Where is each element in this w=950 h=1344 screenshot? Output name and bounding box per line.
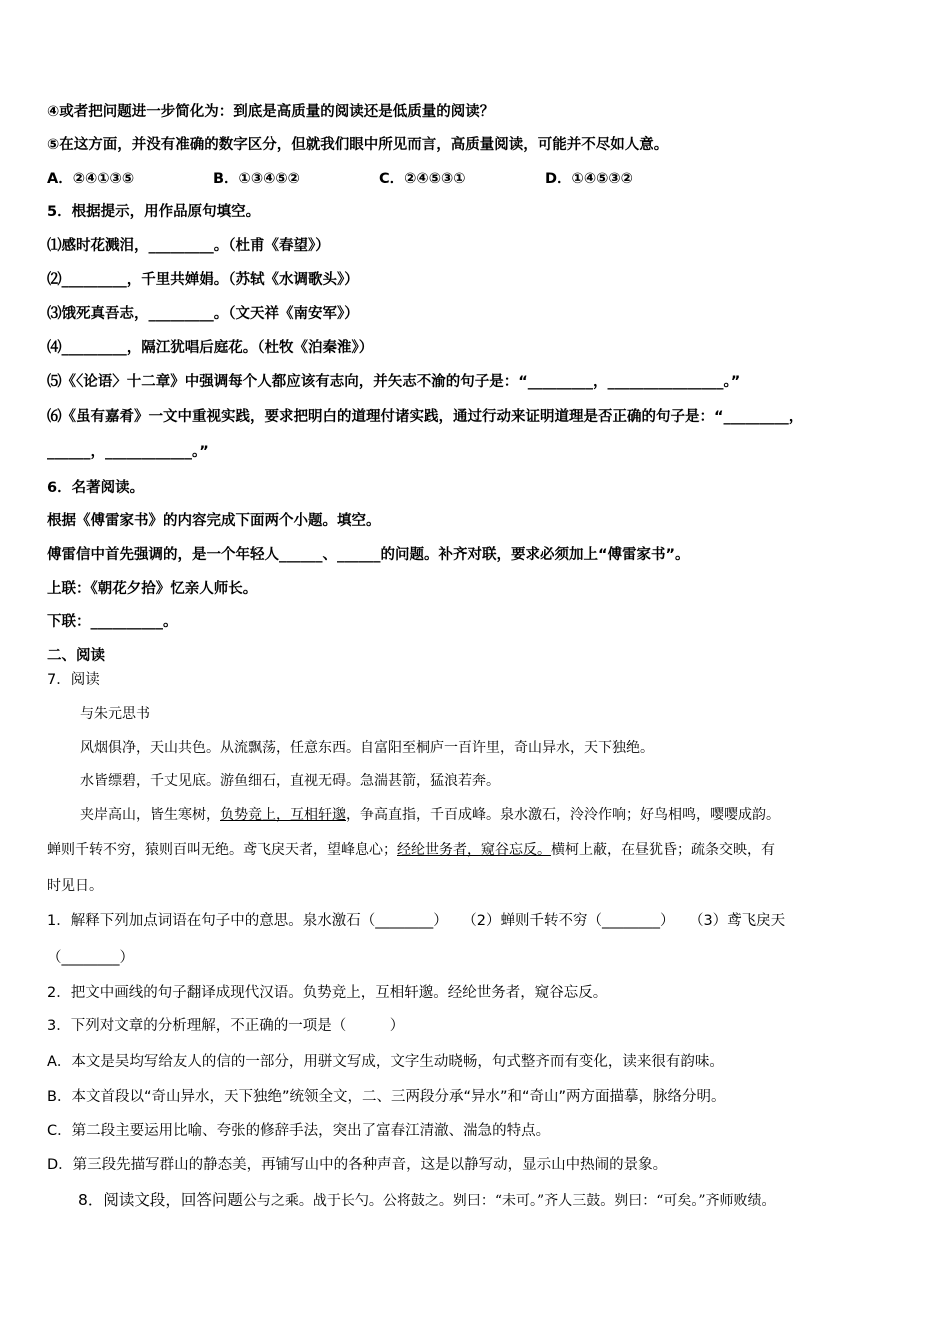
- passage-paragraph-cont: [47, 840, 775, 860]
- option-c: C．②④⑤③①: [379, 171, 466, 187]
- q5-item: ⑹《虽有嘉肴》一文中重视实践，要求把明白的道理付诸实践，通过行动来证明道理是否正确的句子是：“_________，: [47, 409, 804, 425]
- option-d: D．①④⑤③②: [545, 171, 633, 187]
- q8: [78, 1190, 776, 1211]
- q6-line: 下联：__________。: [47, 614, 178, 630]
- passage-paragraph: 水皆缥碧，千丈见底。游鱼细石，直视无碍。急湍甚箭，猛浪若奔。: [80, 773, 500, 789]
- text: 横柯上蔽，在昼犹昏；疏条交映，有: [551, 842, 775, 858]
- q5-item: ⑵_________，千里共婵娟。（苏轼《水调歌头》）: [47, 272, 359, 288]
- q6-line: 傅雷信中首先强调的，是一个年轻人______、______的问题。补齐对联，要求必须加上“傅雷家书”。: [47, 547, 690, 563]
- q7-sub1-cont: （________）: [47, 950, 134, 966]
- q6-line: 上联：《朝花夕拾》忆亲人师长。: [47, 581, 258, 597]
- choice-c: C．第二段主要运用比喻、夸张的修辞手法，突出了富春江清澈、湍急的特点。: [47, 1123, 551, 1139]
- choice-a: A．本文是吴均写给友人的信的一部分，用骈文写成，文字生动晓畅，句式整齐而有变化，读来很有韵味。: [47, 1054, 724, 1070]
- q6-title: 6．名著阅读。: [47, 480, 145, 496]
- q7-title: 7．阅读: [47, 672, 100, 688]
- q5-item: ⑶饿死真吾志，_________。（文天祥《南安军》）: [47, 306, 359, 322]
- text: ，争高直指，千百成峰。泉水激石，泠泠作响；好鸟相鸣，嘤嘤成韵。: [346, 807, 780, 823]
- q8-label: 8．阅读文段，回答问题: [78, 1191, 243, 1209]
- q4-item-4: ④或者把问题进一步简化为：到底是高质量的阅读还是低质量的阅读？: [47, 104, 495, 120]
- choice-b: B．本文首段以“奇山异水，天下独绝”统领全文，二、三两段分承“异水”和“奇山”两方面描摹，脉络分明。: [47, 1089, 726, 1105]
- q4-item-5: ⑤在这方面，并没有准确的数字区分，但就我们眼中所见而言，高质量阅读，可能并不尽如人意。: [47, 137, 669, 153]
- text: 夹岸高山，皆生寒树，: [80, 807, 220, 823]
- passage-paragraph: 风烟俱净，天山共色。从流飘荡，任意东西。自富阳至桐庐一百许里，奇山异水，天下独绝。: [80, 740, 654, 756]
- passage-paragraph: [80, 805, 780, 825]
- q5-title: 5．根据提示，用作品原句填空。: [47, 204, 261, 220]
- q5-item: ⑴感时花溅泪，_________。（杜甫《春望》）: [47, 238, 330, 254]
- option-a: A．②④①③⑤: [47, 171, 135, 187]
- q5-item: ⑷_________，隔江犹唱后庭花。（杜牧《泊秦淮》）: [47, 340, 374, 356]
- q7-sub3: 3．下列对文章的分析理解，不正确的一项是（ ）: [47, 1018, 405, 1034]
- q7-sub1: 1．解释下列加点词语在句子中的意思。泉水激石（________） （2）蝉则千转不穷（________） （3）鸢飞戾天: [47, 913, 786, 929]
- passage-title: 与朱元思书: [80, 706, 150, 722]
- q6-line: 根据《傅雷家书》的内容完成下面两个小题。填空。: [47, 513, 381, 529]
- option-b: B．①③④⑤②: [213, 171, 300, 187]
- section-heading: 二、阅读: [47, 648, 105, 664]
- underlined-sentence: 经纶世务者，窥谷忘反。: [397, 842, 551, 858]
- underlined-sentence: 负势竞上，互相轩邈: [220, 807, 346, 823]
- q5-item: ⑸《〈论语〉十二章》中强调每个人都应该有志向，并矢志不渝的句子是：“_________，________________。”: [47, 374, 741, 390]
- text: 蝉则千转不穷，猿则百叫无绝。鸢飞戾天者，望峰息心；: [47, 842, 397, 858]
- q7-sub2: 2．把文中画线的句子翻译成现代汉语。负势竞上，互相轩邈。经纶世务者，窥谷忘反。: [47, 985, 608, 1001]
- q8-text: 公与之乘。战于长勺。公将鼓之。刿曰：“未可。”齐人三鼓。刿曰：“可矣。”齐师败绩。: [242, 1193, 776, 1209]
- q4-options: [47, 169, 711, 189]
- choice-d: D．第三段先描写群山的静态美，再铺写山中的各种声音，这是以静写动，显示山中热闹的景象。: [47, 1157, 668, 1173]
- passage-paragraph-cont: 时见日。: [47, 878, 103, 894]
- q5-item-cont: ______，____________。”: [47, 444, 209, 460]
